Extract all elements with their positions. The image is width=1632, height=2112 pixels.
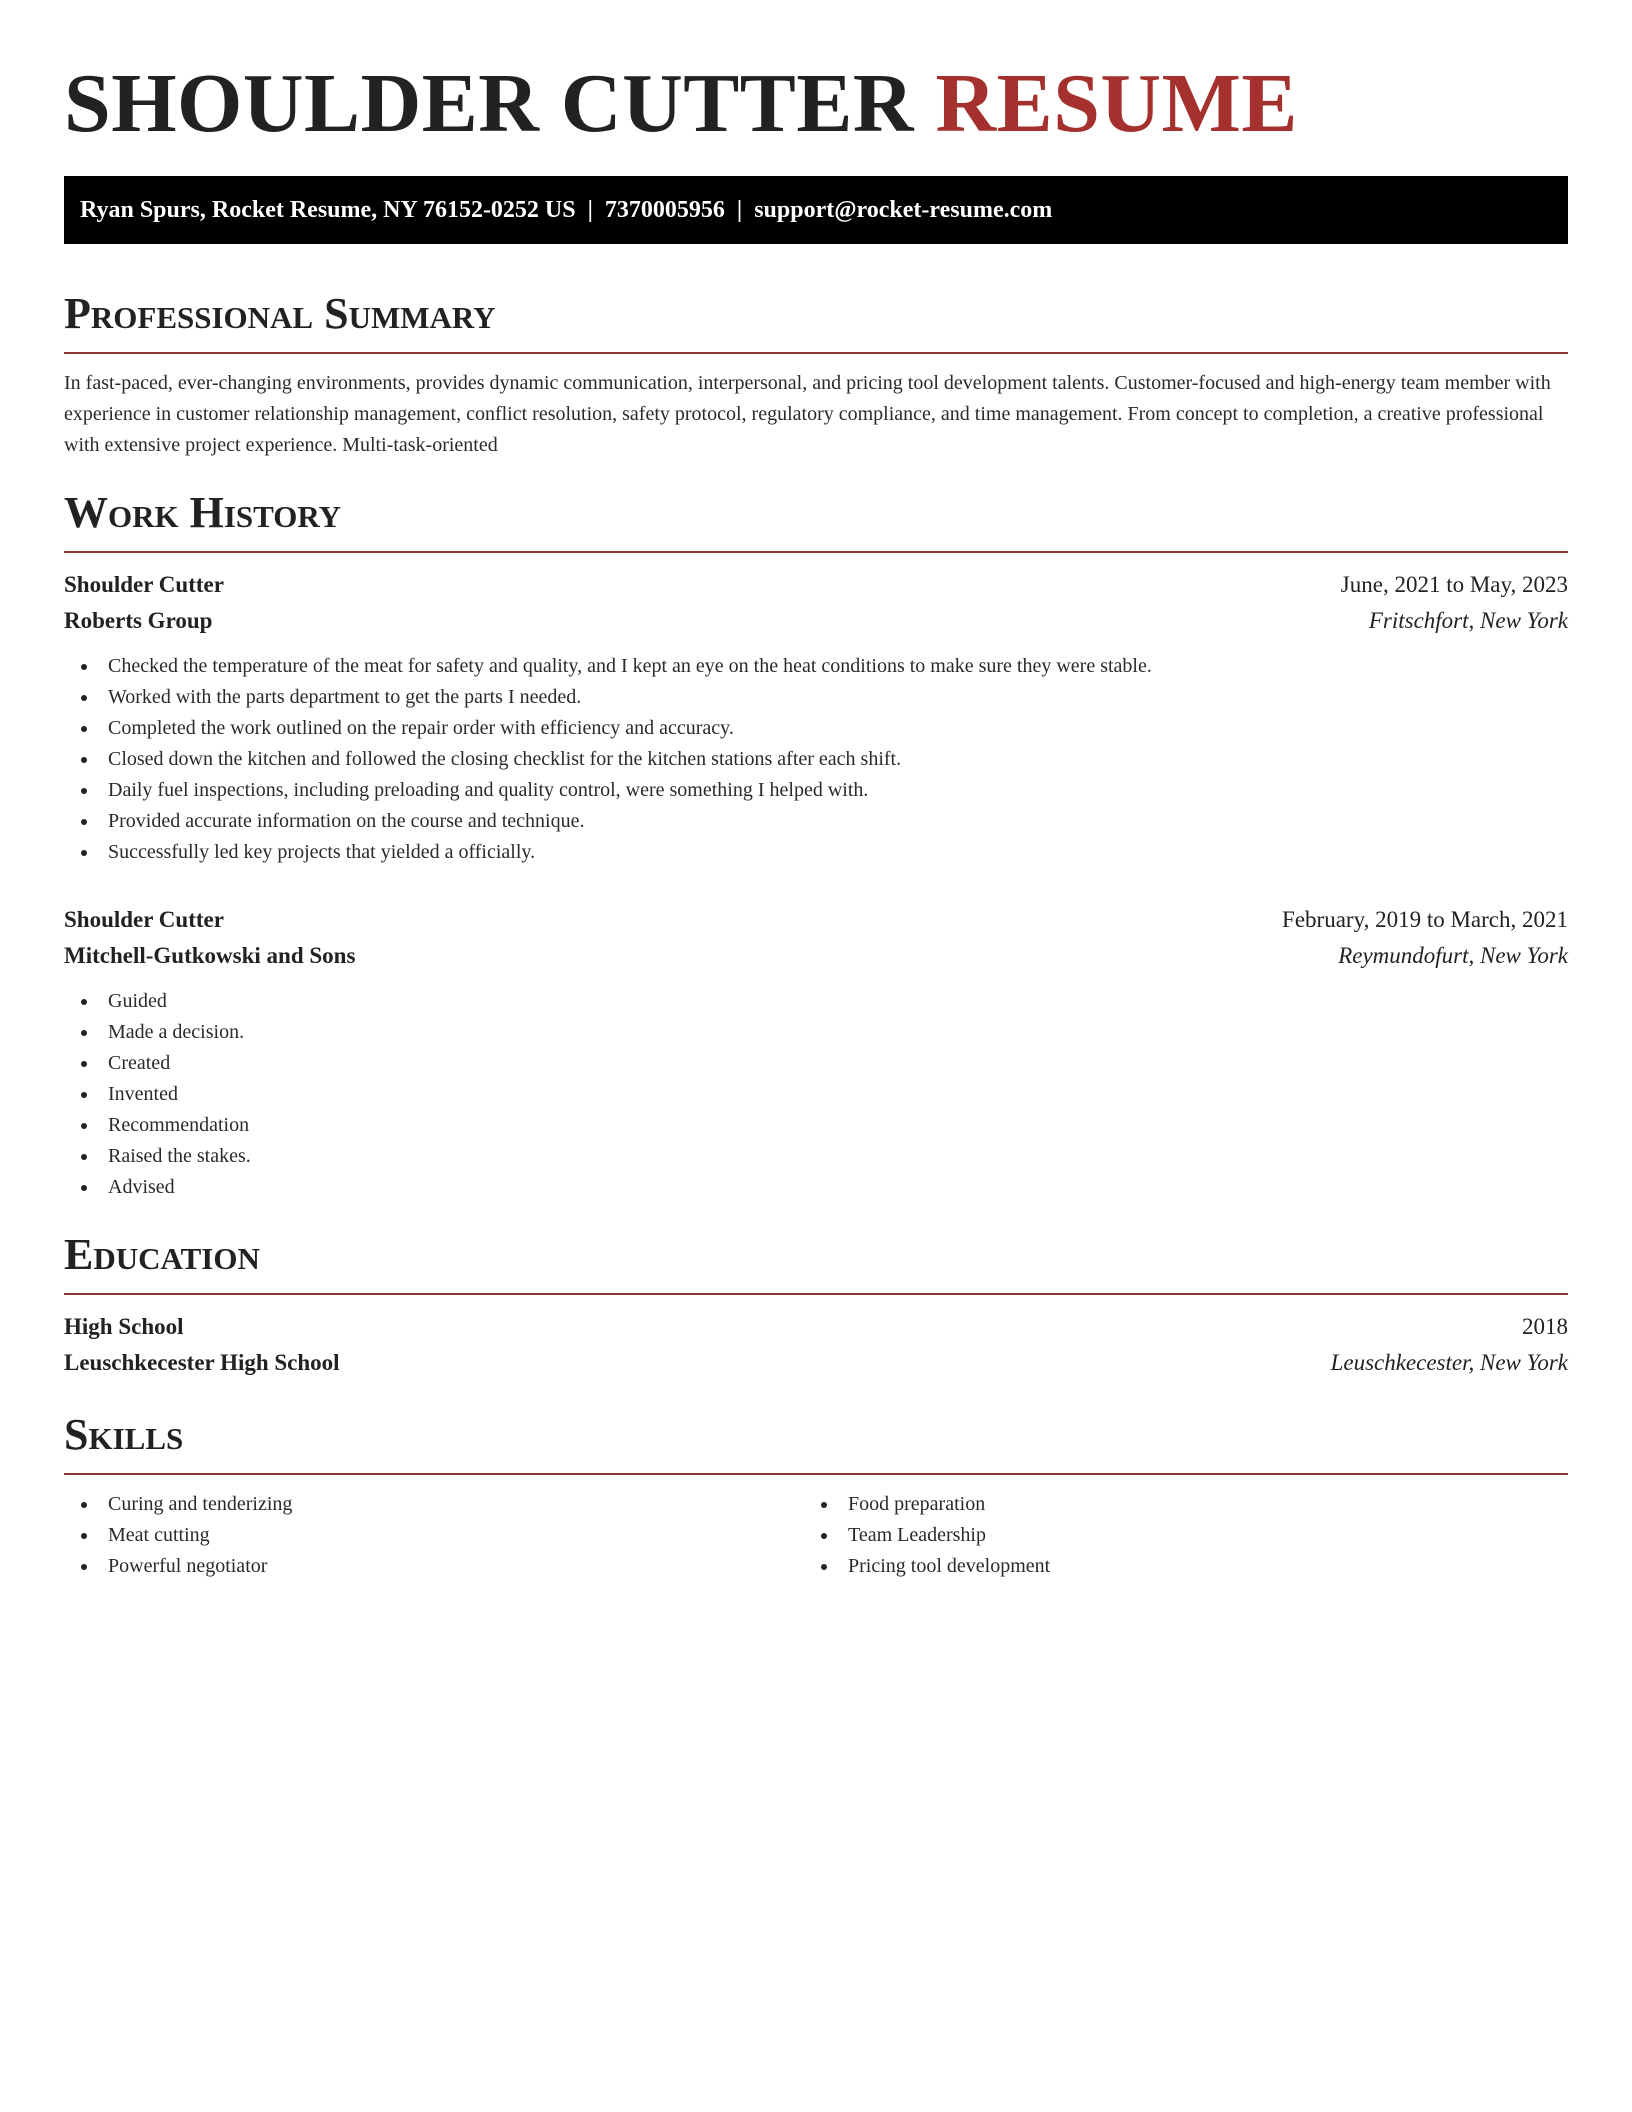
section-divider <box>64 551 1568 553</box>
education-school: Leuschkecester High School <box>64 1350 340 1375</box>
section-divider <box>64 352 1568 354</box>
education-heading: Education <box>64 1230 260 1279</box>
list-item: Daily fuel inspections, including preloading and quality control, were something I helped with. <box>64 775 1568 806</box>
job-title-row <box>64 902 1568 938</box>
education-degree-row <box>64 1309 1568 1345</box>
list-item: Created <box>64 1048 1568 1079</box>
skills-heading: Skills <box>64 1410 184 1459</box>
work-history-heading: Work History <box>64 488 342 537</box>
list-item: Completed the work outlined on the repair order with efficiency and accuracy. <box>64 713 1568 744</box>
section-divider <box>64 1473 1568 1475</box>
job-title: Shoulder Cutter <box>64 572 224 597</box>
contact-email: support@rocket-resume.com <box>754 197 1053 223</box>
skills-list <box>804 1489 1544 1582</box>
section-divider <box>64 1293 1568 1295</box>
list-item: Raised the stakes. <box>64 1141 1568 1172</box>
job-company: Mitchell-Gutkowski and Sons <box>64 943 356 968</box>
job-entry <box>64 902 1568 1203</box>
skills-column-left <box>64 1489 804 1582</box>
resume-title <box>64 56 1568 152</box>
job-dates: June, 2021 to May, 2023 <box>1340 572 1568 597</box>
job-company: Roberts Group <box>64 608 213 633</box>
job-company-row <box>64 938 1568 974</box>
resume-page <box>64 56 1568 1582</box>
list-item: Food preparation <box>804 1489 1544 1520</box>
skills-column-right <box>804 1489 1544 1582</box>
list-item: Checked the temperature of the meat for safety and quality, and I kept an eye on the heat conditions to make sure they were stable. <box>64 651 1568 682</box>
work-history-section <box>64 487 1568 1203</box>
education-section <box>64 1229 1568 1381</box>
list-item: Guided <box>64 986 1568 1017</box>
job-title-row <box>64 567 1568 603</box>
list-item: Made a decision. <box>64 1017 1568 1048</box>
title-accent: RESUME <box>935 57 1298 150</box>
job-location: Reymundofurt, New York <box>1338 943 1568 968</box>
list-item: Invented <box>64 1079 1568 1110</box>
contact-address: Ryan Spurs, Rocket Resume, NY 76152-0252 US <box>80 197 576 223</box>
contact-phone: 7370005956 <box>604 197 725 223</box>
job-company-row <box>64 603 1568 639</box>
summary-text: In fast-paced, ever-changing environments, provides dynamic communication, interpersonal, and pricing tool development talents. Customer-focused and high-energy team member with experience in customer relationship management, conflict resolution, safety protocol, regulatory compliance, and time management. From concept to completion, a creative professional with extensive project experience. Multi-task-oriented <box>64 372 1551 456</box>
skills-list <box>64 1489 804 1582</box>
education-location: Leuschkecester, New York <box>1330 1350 1568 1375</box>
list-item: Worked with the parts department to get the parts I needed. <box>64 682 1568 713</box>
list-item: Curing and tenderizing <box>64 1489 804 1520</box>
list-item: Successfully led key projects that yielded a officially. <box>64 837 1568 868</box>
job-entry <box>64 567 1568 868</box>
contact-bar <box>64 176 1568 244</box>
education-school-row <box>64 1345 1568 1381</box>
skills-section <box>64 1409 1568 1582</box>
list-item: Team Leadership <box>804 1520 1544 1551</box>
contact-separator: | <box>587 197 593 223</box>
list-item: Advised <box>64 1172 1568 1203</box>
job-location: Fritschfort, New York <box>1368 608 1568 633</box>
education-degree: High School <box>64 1314 184 1339</box>
list-item: Pricing tool development <box>804 1551 1544 1582</box>
list-item: Recommendation <box>64 1110 1568 1141</box>
list-item: Provided accurate information on the course and technique. <box>64 806 1568 837</box>
title-main: SHOULDER CUTTER <box>64 57 915 150</box>
list-item: Closed down the kitchen and followed the closing checklist for the kitchen stations after each shift. <box>64 744 1568 775</box>
summary-heading: Professional Summary <box>64 289 496 338</box>
job-bullets <box>64 651 1568 868</box>
skills-grid <box>64 1489 1568 1582</box>
education-year: 2018 <box>1522 1314 1568 1339</box>
job-bullets <box>64 986 1568 1203</box>
summary-section <box>64 288 1568 461</box>
contact-separator: | <box>736 197 743 223</box>
list-item: Powerful negotiator <box>64 1551 804 1582</box>
list-item: Meat cutting <box>64 1520 804 1551</box>
job-title: Shoulder Cutter <box>64 907 224 932</box>
job-dates: February, 2019 to March, 2021 <box>1282 907 1568 932</box>
